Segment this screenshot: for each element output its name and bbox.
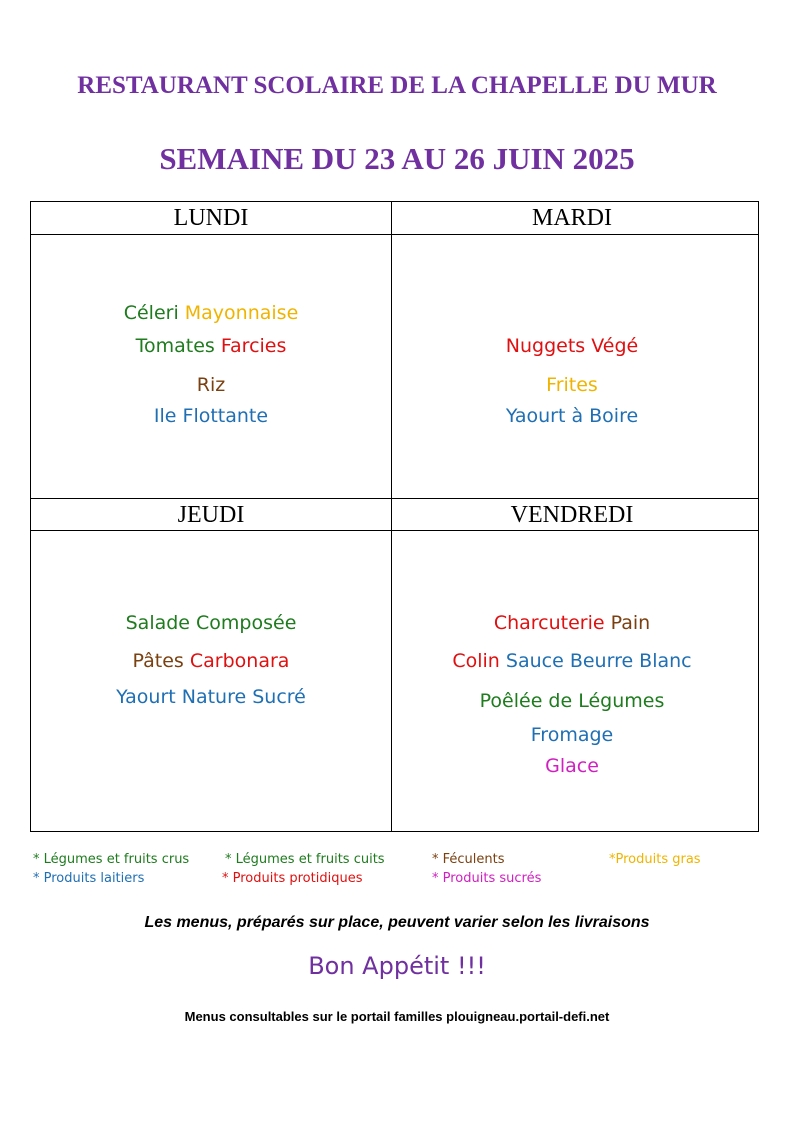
menu-item-part: Ile Flottante: [153, 405, 269, 427]
menu-disclaimer: Les menus, préparés sur place, peuvent varier selon les livraisons: [144, 914, 650, 931]
menu-item-part: Pain: [604, 612, 651, 634]
menu-item-mardi: [392, 405, 752, 427]
menu-item-lundi: [31, 405, 391, 427]
legend-protein: * Produits protidiques: [222, 871, 363, 886]
menu-item-part: Fromage: [530, 724, 614, 746]
menu-item-part: Salade Composée: [125, 612, 297, 634]
menu-item-lundi: [31, 302, 391, 324]
menu-item-part: Yaourt Nature Sucré: [116, 686, 306, 708]
menu-item-mardi: [392, 374, 752, 396]
menu-item-part: Farcies: [214, 335, 287, 357]
legend-starches: * Féculents: [432, 852, 505, 867]
restaurant-title: RESTAURANT SCOLAIRE DE LA CHAPELLE DU MUR: [77, 72, 717, 99]
portal-info: Menus consultables sur le portail familles plouigneau.portail-defi.net: [184, 1009, 610, 1024]
menu-item-part: Yaourt à Boire: [505, 405, 639, 427]
week-title: SEMAINE DU 23 AU 26 JUIN 2025: [159, 141, 635, 176]
legend-fats: *Produits gras: [609, 852, 701, 867]
menu-item-part: Céleri: [123, 302, 179, 324]
menu-item-vendredi: [392, 755, 752, 777]
menu-item-part: Poêlée de Légumes: [479, 690, 665, 712]
menu-item-vendredi: [392, 690, 752, 712]
menu-item-jeudi: [31, 612, 391, 634]
greeting: Bon Appétit !!!: [308, 952, 486, 980]
menu-item-part: Pâtes: [132, 650, 184, 672]
menu-item-lundi: [31, 374, 391, 396]
day-header-jeudi: JEUDI: [177, 502, 245, 528]
menu-item-part: Mayonnaise: [178, 302, 299, 324]
day-header-vendredi: VENDREDI: [510, 502, 634, 528]
day-header-mardi: MARDI: [531, 205, 612, 231]
menu-item-part: Charcuterie: [493, 612, 605, 634]
menu-grid: [30, 201, 759, 832]
menu-item-jeudi: [31, 650, 391, 672]
legend-cooked-vegetables: * Légumes et fruits cuits: [225, 852, 385, 867]
menu-item-part: Tomates: [135, 335, 215, 357]
legend-dairy: * Produits laitiers: [33, 871, 145, 886]
legend-raw-vegetables: * Légumes et fruits crus: [33, 852, 190, 867]
menu-item-part: Frites: [546, 374, 598, 396]
menu-item-mardi: [392, 335, 752, 357]
menu-item-lundi: [31, 335, 391, 357]
menu-item-jeudi: [31, 686, 391, 708]
menu-item-part: Sauce Beurre Blanc: [499, 650, 692, 672]
menu-item-vendredi: [392, 724, 752, 746]
legend-sweets: * Produits sucrés: [432, 871, 542, 886]
menu-item-part: Glace: [545, 755, 599, 777]
grid-divider-middle: [31, 498, 758, 499]
menu-item-part: Nuggets Végé: [505, 335, 639, 357]
day-header-lundi: LUNDI: [173, 205, 249, 231]
menu-item-part: Riz: [196, 374, 226, 396]
menu-item-vendredi: [392, 650, 752, 672]
grid-divider-header-top: [31, 234, 758, 235]
menu-item-part: Colin: [452, 650, 500, 672]
menu-item-vendredi: [392, 612, 752, 634]
grid-divider-header-bottom: [31, 530, 758, 531]
menu-item-part: Carbonara: [183, 650, 290, 672]
